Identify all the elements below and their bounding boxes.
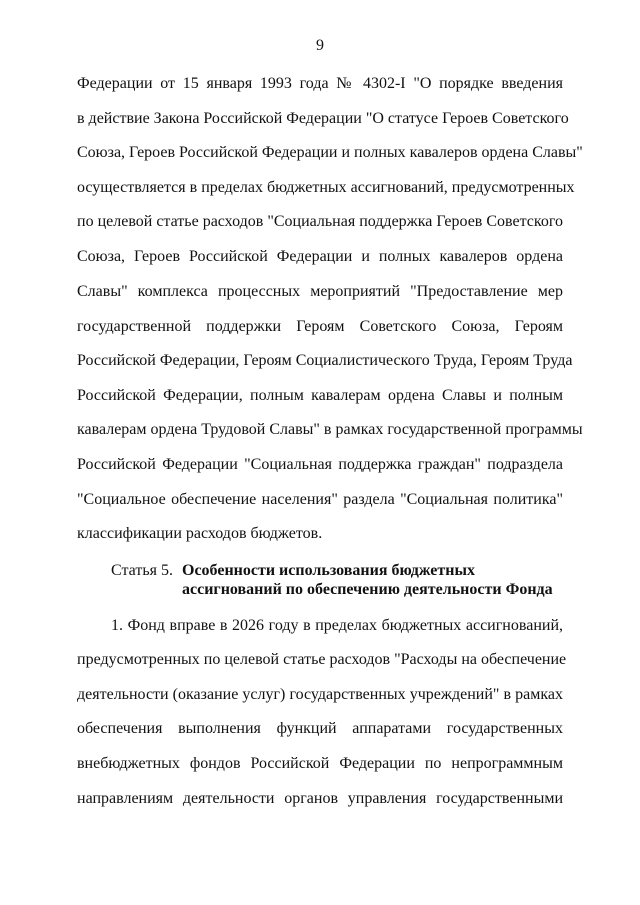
text-line: Российской Федерации "Социальная поддержка граждан" подраздела (77, 456, 563, 473)
text-line: внебюджетных фондов Российской Федерации по непрограммным (77, 755, 563, 772)
text-line: Российской Федерации, Героям Социалистического Труда, Героям Труда (77, 352, 573, 369)
text-line: 1. Фонд вправе в 2026 году в пределах бюджетных ассигнований, (111, 617, 563, 634)
article-title-line: ассигнований по обеспечению деятельности Фонда (182, 581, 553, 598)
text-line: направлениям деятельности органов управления государственными (77, 790, 563, 807)
text-line: кавалерам ордена Трудовой Славы" в рамках государственной программы (77, 421, 583, 438)
text-line: Славы" комплекса процессных мероприятий "Предоставление мер (77, 283, 563, 300)
text-line: осуществляется в пределах бюджетных ассигнований, предусмотренных (77, 179, 575, 196)
text-line: Федерации от 15 января 1993 года № 4302-I "О порядке введения (77, 75, 563, 92)
text-line: классификации расходов бюджетов. (77, 525, 323, 542)
text-line: государственной поддержки Героям Советского Союза, Героям (77, 318, 563, 335)
text-line: обеспечения выполнения функций аппаратами государственных (77, 720, 563, 737)
article-title-line: Особенности использования бюджетных (182, 562, 475, 579)
article-number: Статья 5. (111, 562, 173, 579)
page-number: 9 (316, 37, 324, 54)
text-line: Российской Федерации, полным кавалерам ордена Славы и полным (77, 387, 563, 404)
text-line: Союза, Героев Российской Федерации и полных кавалеров ордена (77, 248, 563, 265)
text-line: по целевой статье расходов "Социальная поддержка Героев Советского (77, 213, 563, 230)
text-line: в действие Закона Российской Федерации "О статусе Героев Советского (77, 110, 569, 127)
text-line: "Социальное обеспечение населения" раздела "Социальная политика" (77, 491, 563, 508)
text-line: предусмотренных по целевой статье расходов "Расходы на обеспечение (77, 651, 567, 668)
text-line: деятельности (оказание услуг) государственных учреждений" в рамках (77, 686, 563, 703)
text-line: Союза, Героев Российской Федерации и полных кавалеров ордена Славы" (77, 144, 583, 161)
